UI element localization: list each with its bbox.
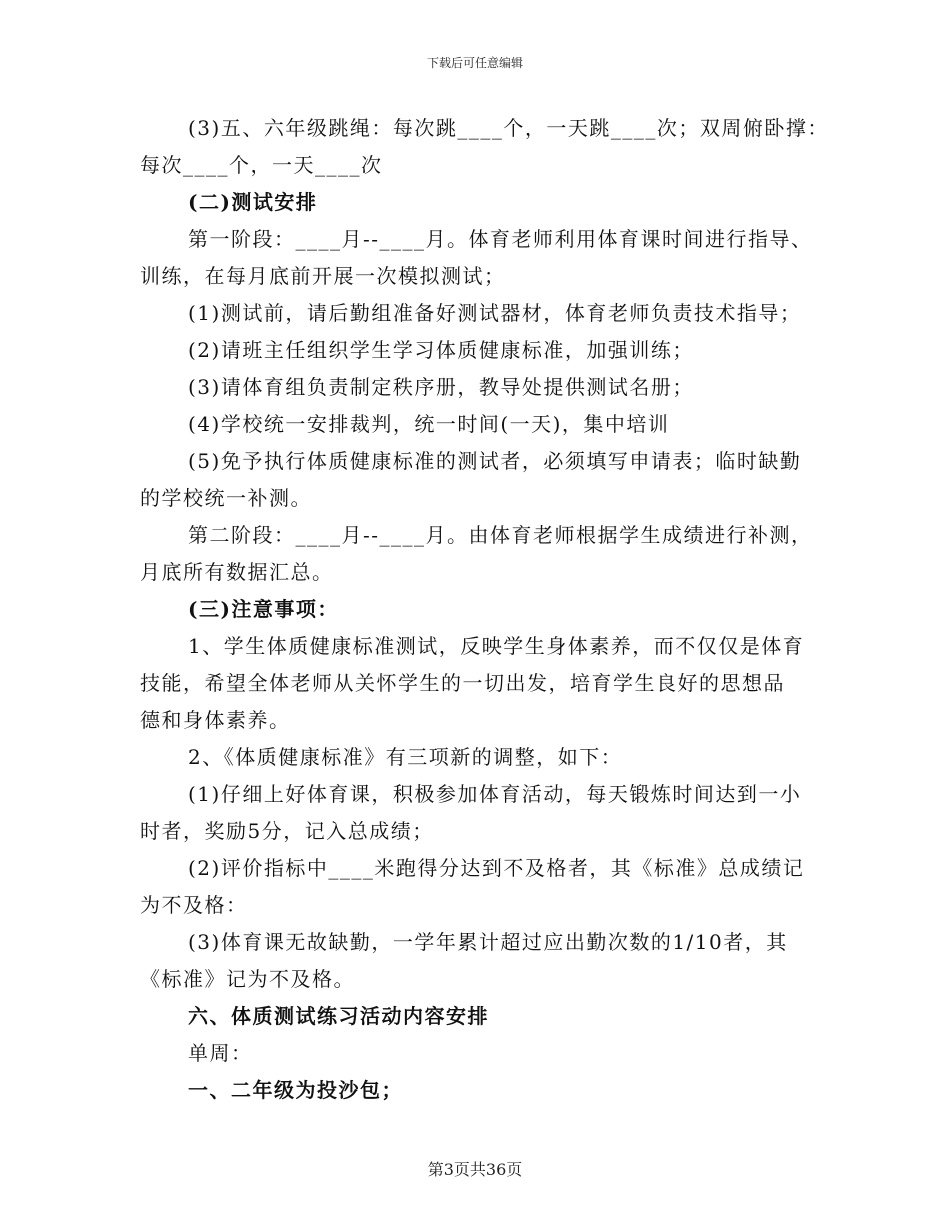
text-line: (3)五、六年级跳绳：每次跳____个，一天跳____次；双周俯卧撑：	[188, 116, 829, 140]
section-heading: 一、二年级为投沙包；	[188, 1078, 403, 1102]
page-header: 下载后可任意编辑	[426, 56, 523, 70]
section-heading: (二)测试安排	[188, 190, 318, 214]
text-line: 技能，希望全体老师从关怀学生的一切出发，培育学生良好的思想品	[140, 671, 785, 695]
page-footer: 第3页共36页	[427, 1160, 523, 1179]
text-line: 第二阶段：____月--____月。由体育老师根据学生成绩进行补测，	[188, 523, 813, 547]
text-line: 月底所有数据汇总。	[140, 560, 334, 584]
text-line: 的学校统一补测。	[140, 486, 312, 510]
text-line: (3)请体育组负责制定秩序册，教导处提供测试名册；	[188, 375, 694, 399]
text-line: 时者，奖励5分，记入总成绩；	[140, 819, 434, 843]
text-line: (2)评价指标中____米跑得分达到不及格者，其《标准》总成绩记	[188, 856, 805, 880]
text-line: 训练，在每月底前开展一次模拟测试；	[140, 264, 506, 288]
text-line: 2、《体质健康标准》有三项新的调整，如下：	[188, 745, 623, 769]
text-line: 1、学生体质健康标准测试，反映学生身体素养，而不仅仅是体育	[188, 634, 805, 658]
section-heading: 六、体质测试练习活动内容安排	[188, 1004, 489, 1028]
text-line: (2)请班主任组织学生学习体质健康标准，加强训练；	[188, 338, 694, 362]
section-heading: (三)注意事项：	[188, 597, 339, 621]
text-line: 单周：	[188, 1041, 253, 1065]
text-line: 德和身体素养。	[140, 708, 291, 732]
text-line: (3)体育课无故缺勤，一学年累计超过应出勤次数的1/10者，其	[188, 930, 788, 954]
text-line: 每次____个，一天____次	[140, 153, 383, 177]
text-line: (5)免予执行体质健康标准的测试者，必须填写申请表；临时缺勤	[188, 449, 802, 473]
text-line: (1)测试前，请后勤组准备好测试器材，体育老师负责技术指导；	[188, 301, 802, 325]
text-line: 为不及格：	[140, 893, 248, 917]
text-line: 第一阶段：____月--____月。体育老师利用体育课时间进行指导、	[188, 227, 813, 251]
text-line: (1)仔细上好体育课，积极参加体育活动，每天锻炼时间达到一小	[188, 782, 802, 806]
text-line: (4)学校统一安排裁判，统一时间(一天)，集中培训	[188, 412, 670, 436]
text-line: 《标准》记为不及格。	[140, 967, 355, 991]
document-body	[140, 110, 829, 1109]
